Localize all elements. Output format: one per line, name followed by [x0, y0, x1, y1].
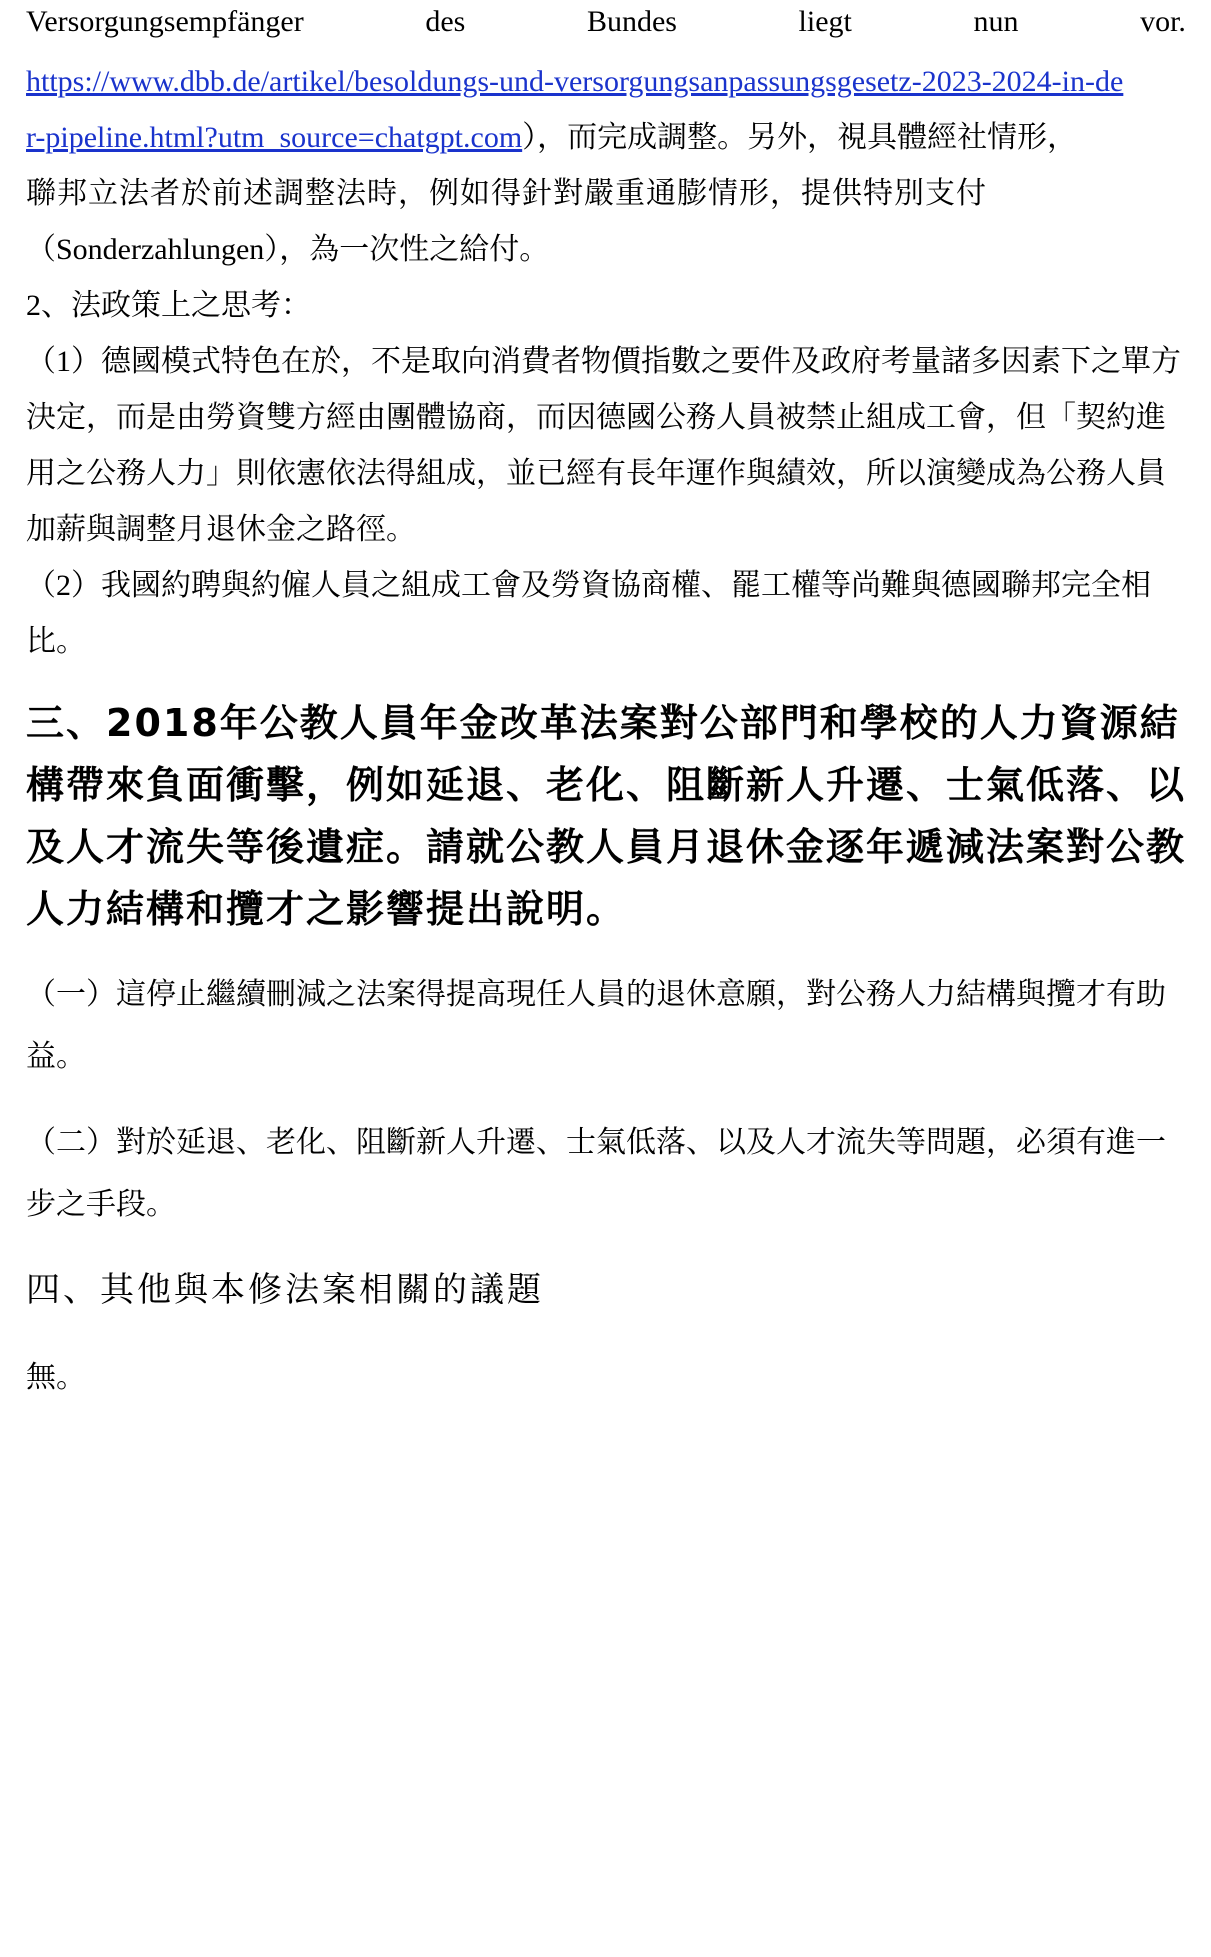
paragraph-1: （1）德國模式特色在於，不是取向消費者物價指數之要件及政府考量諸多因素下之單方決定，而是由勞資雙方經由團體協商，而因德國公務人員被禁止組成工會，但「契約進用之公務人力」則依憲依法得組成，並已經有長年運作與績效，所以演變成為公務人員加薪與調整月退休金之路徑。 [26, 345, 1181, 546]
heading-section-4: 四、其他與本修法案相關的議題 [26, 1270, 544, 1310]
word: Bundes [586, 5, 677, 38]
link-line [26, 54, 1186, 110]
word: vor. [1140, 5, 1186, 38]
after-link-text: ），而完成調整。另外，視具體經社情形， [522, 121, 1078, 154]
paragraph-2: （2）我國約聘與約僱人員之組成工會及勞資協商權、罷工權等尚難與德國聯邦完全相比。 [26, 569, 1151, 658]
text-line-5: （Sonderzahlungen），為一次性之給付。 [26, 233, 550, 266]
link-line-2 [26, 110, 1186, 166]
text-line-4: 聯邦立法者於前述調整法時，例如得針對嚴重通膨情形，提供特別支付 [26, 177, 987, 210]
word: Versorgungsempfänger [26, 5, 304, 38]
section-2-title: 2、法政策上之思考： [26, 289, 311, 322]
word: des [425, 5, 466, 38]
item-2: （二）對於延退、老化、阻斷新人升遷、士氣低落、以及人才流失等問題，必須有進一步之手段。 [26, 1126, 1166, 1221]
text-line-1 [26, 0, 1186, 50]
item-1: （一）這停止繼續刪減之法案得提高現任人員的退休意願，對公務人力結構與攬才有助益。 [26, 978, 1166, 1073]
heading-section-3: 三、2018年公教人員年金改革法案對公部門和學校的人力資源結構帶來負面衝擊，例如延退、老化、阻斷新人升遷、士氣低落、以及人才流失等後遺症。請就公教人員月退休金逐年遞減法案對公教人力結構和攬才之影響提出說明。 [26, 701, 1187, 931]
word: liegt [798, 5, 852, 38]
word: nun [973, 5, 1019, 38]
source-link-continued[interactable]: r-pipeline.html?utm_source=chatgpt.com [26, 121, 523, 154]
source-link[interactable]: https://www.dbb.de/artikel/besoldungs-und-versorgungsanpassungsgesetz-2023-2024-in-de [26, 65, 1124, 98]
none-text: 無。 [26, 1361, 86, 1394]
